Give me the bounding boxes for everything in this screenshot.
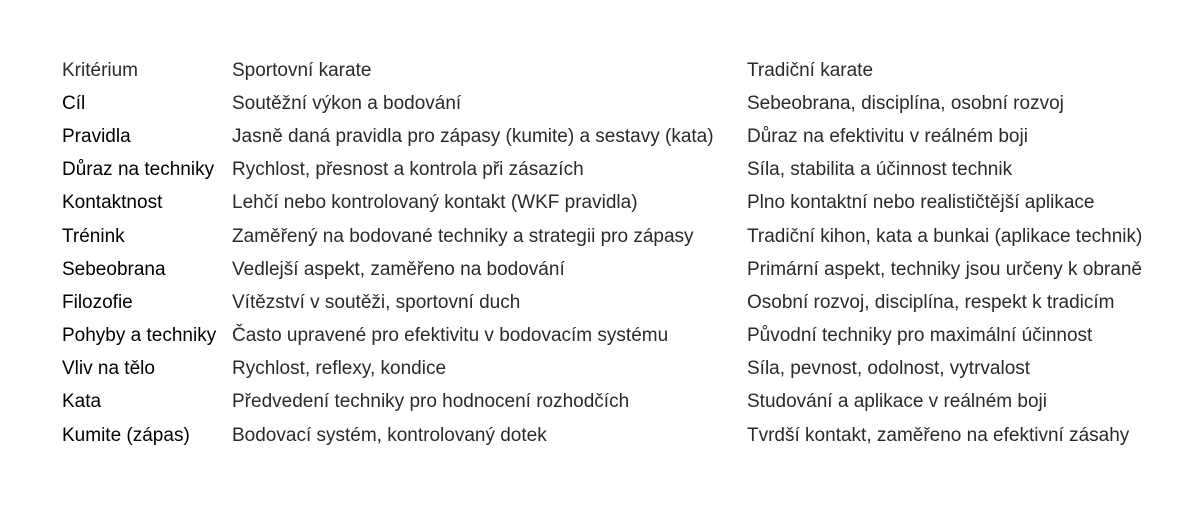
table-row: [62, 154, 1187, 187]
traditional-cell: Tvrdší kontakt, zaměřeno na efektivní zásahy: [747, 424, 1130, 446]
traditional-cell: Původní techniky pro maximální účinnost: [747, 325, 1093, 347]
header-traditional-karate: Tradiční karate: [747, 59, 874, 81]
criterion-cell: Pravidla: [62, 125, 131, 147]
criterion-cell: Kontaktnost: [62, 192, 163, 214]
traditional-cell: Osobní rozvoj, disciplína, respekt k tradicím: [747, 291, 1115, 313]
sport-cell: Rychlost, přesnost a kontrola při zásazích: [232, 159, 584, 181]
traditional-cell: Tradiční kihon, kata a bunkai (aplikace technik): [747, 225, 1143, 247]
criterion-cell: Kata: [62, 391, 102, 413]
table-row: [62, 220, 1187, 253]
table-row: [62, 120, 1187, 153]
header-row: [62, 54, 1187, 87]
sport-cell: Často upravené pro efektivitu v bodovacím systému: [232, 325, 669, 347]
criterion-cell: Cíl: [62, 92, 86, 114]
sport-cell: Zaměřený na bodované techniky a strategii pro zápasy: [232, 225, 694, 247]
sport-cell: Lehčí nebo kontrolovaný kontakt (WKF pravidla): [232, 192, 638, 214]
traditional-cell: Síla, pevnost, odolnost, vytrvalost: [747, 358, 1031, 380]
comparison-table: [62, 54, 1187, 452]
table-row: [62, 87, 1187, 120]
sport-cell: Vítězství v soutěži, sportovní duch: [232, 291, 521, 313]
traditional-cell: Sebeobrana, disciplína, osobní rozvoj: [747, 92, 1064, 114]
table-row: [62, 320, 1187, 353]
header-sport-karate: Sportovní karate: [232, 59, 372, 81]
sport-cell: Soutěžní výkon a bodování: [232, 92, 462, 114]
table-row: [62, 286, 1187, 319]
table-row: [62, 386, 1187, 419]
traditional-cell: Plno kontaktní nebo realističtější aplikace: [747, 192, 1095, 214]
table-row: [62, 419, 1187, 452]
traditional-cell: Primární aspekt, techniky jsou určeny k obraně: [747, 258, 1142, 280]
sport-cell: Předvedení techniky pro hodnocení rozhodčích: [232, 391, 630, 413]
sport-cell: Rychlost, reflexy, kondice: [232, 358, 447, 380]
criterion-cell: Vliv na tělo: [62, 358, 155, 380]
sport-cell: Vedlejší aspekt, zaměřeno na bodování: [232, 258, 565, 280]
criterion-cell: Pohyby a techniky: [62, 325, 217, 347]
sport-cell: Bodovací systém, kontrolovaný dotek: [232, 424, 547, 446]
criterion-cell: Trénink: [62, 225, 125, 247]
table-row: [62, 353, 1187, 386]
criterion-cell: Kumite (zápas): [62, 424, 190, 446]
header-criterion: Kritérium: [62, 59, 139, 81]
criterion-cell: Důraz na techniky: [62, 159, 215, 181]
criterion-cell: Filozofie: [62, 291, 133, 313]
table-row: [62, 253, 1187, 286]
table-body: [62, 87, 1187, 452]
traditional-cell: Síla, stabilita a účinnost technik: [747, 159, 1013, 181]
table-header: [62, 54, 1187, 87]
criterion-cell: Sebeobrana: [62, 258, 166, 280]
traditional-cell: Důraz na efektivitu v reálném boji: [747, 125, 1028, 147]
traditional-cell: Studování a aplikace v reálném boji: [747, 391, 1047, 413]
sport-cell: Jasně daná pravidla pro zápasy (kumite) a sestavy (kata): [232, 125, 714, 147]
table-row: [62, 187, 1187, 220]
